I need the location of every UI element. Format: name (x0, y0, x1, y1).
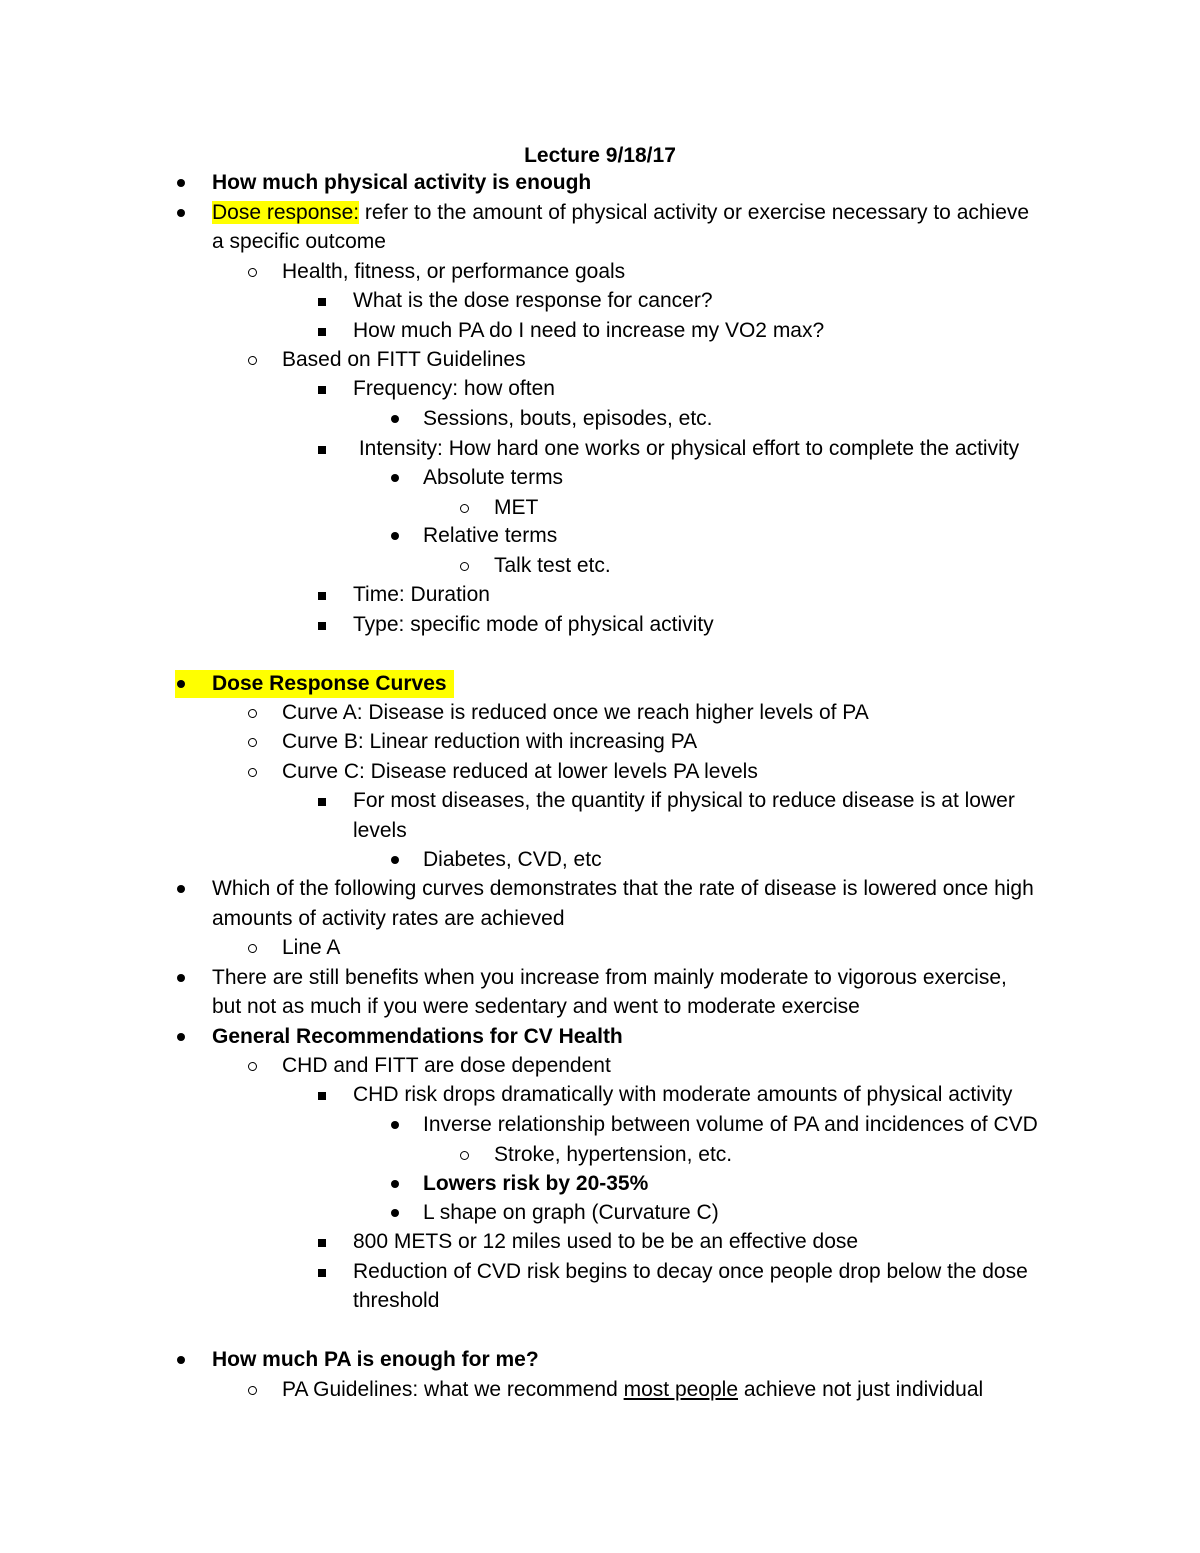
item-text: What is the dose response for cancer? (353, 289, 713, 312)
bullet-square-icon (318, 798, 326, 806)
bullet-circle-icon (248, 268, 257, 277)
item-text: Line A (282, 936, 341, 959)
bullet-square-icon (318, 1092, 326, 1100)
bullet-circle-icon (248, 768, 257, 777)
item-text: Curve B: Linear reduction with increasing PA (282, 730, 698, 753)
item-text: Dose Response Curves (212, 672, 447, 695)
item-text: a specific outcome (212, 230, 386, 253)
item-text: 800 METS or 12 miles used to be be an effective dose (353, 1230, 859, 1253)
item-text: Health, fitness, or performance goals (282, 260, 626, 283)
item-text: How much PA is enough for me? (212, 1348, 539, 1371)
bullet-disc-icon (177, 1356, 185, 1364)
item-text: How much physical activity is enough (212, 171, 592, 194)
bullet-disc-icon (391, 1209, 399, 1217)
bullet-circle-icon (248, 1062, 257, 1071)
item-text: Relative terms (423, 524, 558, 547)
item-text: achieve not just individual (738, 1378, 984, 1401)
bullet-square-icon (318, 1269, 326, 1277)
bullet-circle-icon (460, 504, 469, 513)
bullet-circle-icon (248, 738, 257, 747)
item-text: Lowers risk by 20-35% (423, 1172, 649, 1195)
bullet-square-icon (318, 328, 326, 336)
item-text: Reduction of CVD risk begins to decay once people drop below the dose (353, 1260, 1028, 1283)
item-text: Diabetes, CVD, etc (423, 848, 602, 871)
bullet-circle-icon (248, 709, 257, 718)
bullet-disc-icon (177, 179, 185, 187)
bullet-disc-icon (391, 532, 399, 540)
item-text: Frequency: how often (353, 377, 555, 400)
item-text: Talk test etc. (494, 554, 611, 577)
page-title: Lecture 9/18/17 (524, 144, 676, 167)
item-text: CHD risk drops dramatically with moderate amounts of physical activity (353, 1083, 1013, 1106)
item-text: General Recommendations for CV Health (212, 1025, 623, 1048)
bullet-disc-icon (391, 856, 399, 864)
item-text: L shape on graph (Curvature C) (423, 1201, 719, 1224)
bullet-circle-icon (460, 1151, 469, 1160)
bullet-square-icon (318, 622, 326, 630)
item-text: Intensity: How hard one works or physical effort to complete the activity (353, 437, 1020, 460)
item-text: MET (494, 496, 539, 519)
item-text: but not as much if you were sedentary and went to moderate exercise (212, 995, 860, 1018)
bullet-disc-icon (177, 209, 185, 217)
item-text: Curve A: Disease is reduced once we reach higher levels of PA (282, 701, 869, 724)
bullet-disc-icon (391, 1180, 399, 1188)
bullet-square-icon (318, 386, 326, 394)
bullet-square-icon (318, 592, 326, 600)
bullet-square-icon (318, 446, 326, 454)
item-text: Based on FITT Guidelines (282, 348, 526, 371)
highlighted-term: Dose response: (212, 201, 360, 224)
bullet-square-icon (318, 298, 326, 306)
bullet-circle-icon (248, 356, 257, 365)
item-text: Inverse relationship between volume of PA and incidences of CVD (423, 1113, 1038, 1136)
item-text: refer to the amount of physical activity or exercise necessary to achieve (359, 201, 1030, 224)
item-text: CHD and FITT are dose dependent (282, 1054, 611, 1077)
bullet-circle-icon (248, 944, 257, 953)
bullet-disc-icon (177, 885, 185, 893)
item-text: How much PA do I need to increase my VO2 max? (353, 319, 825, 342)
item-text: Sessions, bouts, episodes, etc. (423, 407, 713, 430)
bullet-disc-icon (391, 415, 399, 423)
bullet-disc-icon (391, 474, 399, 482)
bullet-disc-icon (177, 974, 185, 982)
item-text: Which of the following curves demonstrates that the rate of disease is lowered once high (212, 877, 1034, 900)
item-text: Type: specific mode of physical activity (353, 613, 714, 636)
bullet-circle-icon (248, 1386, 257, 1395)
item-text: PA Guidelines: what we recommend (282, 1378, 624, 1401)
item-text: Stroke, hypertension, etc. (494, 1143, 733, 1166)
item-text: levels (353, 819, 407, 842)
bullet-disc-icon (177, 680, 185, 688)
item-text: Time: Duration (353, 583, 490, 606)
item-text: There are still benefits when you increase from mainly moderate to vigorous exercise, (212, 966, 1007, 989)
bullet-disc-icon (177, 1033, 185, 1041)
item-text: threshold (353, 1289, 440, 1312)
item-text: amounts of activity rates are achieved (212, 907, 565, 930)
item-text: Curve C: Disease reduced at lower levels PA levels (282, 760, 758, 783)
bullet-circle-icon (460, 562, 469, 571)
item-text: For most diseases, the quantity if physical to reduce disease is at lower (353, 789, 1015, 812)
bullet-square-icon (318, 1239, 326, 1247)
underlined-text: most people (623, 1378, 739, 1401)
bullet-disc-icon (391, 1121, 399, 1129)
item-text: Absolute terms (423, 466, 564, 489)
